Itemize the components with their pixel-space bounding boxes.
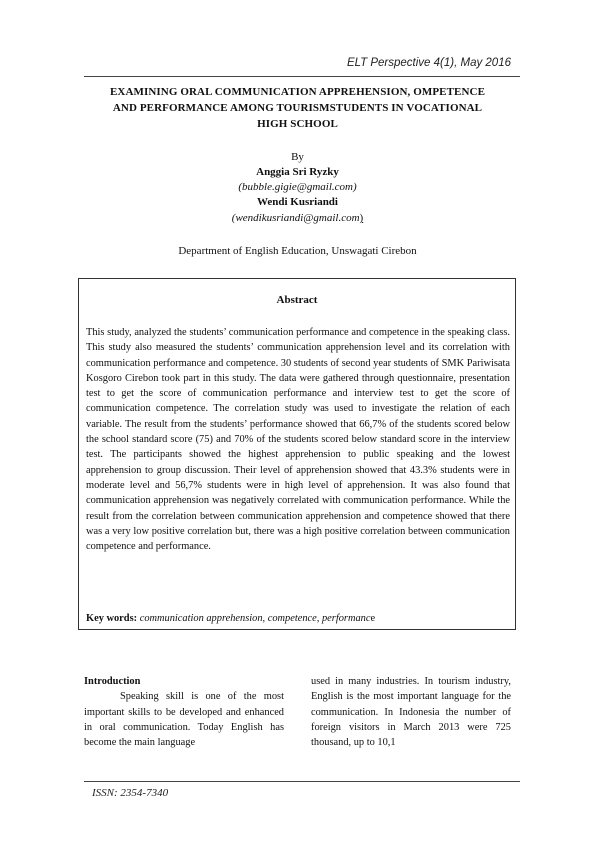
affiliation: Department of English Education, Unswagati Cirebon xyxy=(178,245,417,257)
title-line: EXAMINING ORAL COMMUNICATION APPREHENSION, OMPETENCE xyxy=(109,86,486,98)
introduction-heading: Introduction xyxy=(84,676,141,687)
byline-by: By xyxy=(291,151,304,163)
intro-right-text: used in many industries. In tourism industry, English is the most important language for the communication. In Indonesia the number of foreign visitors in March 2013 were 725 thousand, up to 10,1 xyxy=(311,676,511,749)
keywords-tail: e xyxy=(370,613,376,624)
keywords xyxy=(86,612,510,626)
author-email-text: (wendikusriandi@gmail.com xyxy=(231,212,360,224)
author-email-close: ) xyxy=(359,212,364,224)
abstract-heading: Abstract xyxy=(276,294,318,306)
author-email: (bubble.gigie@gmail.com) xyxy=(238,181,357,193)
header-rule xyxy=(84,76,520,77)
intro-left-text: Speaking skill is one of the most important skills to be developed and enhanced in oral communication. Today English has become the main language xyxy=(84,691,284,749)
keywords-text: communication apprehension, competence, performanc xyxy=(139,613,371,624)
footer-rule xyxy=(84,781,520,782)
author-name: Wendi Kusriandi xyxy=(256,196,338,208)
issn: ISSN: 2354-7340 xyxy=(92,787,169,799)
intro-left-column xyxy=(84,674,284,750)
paper-title xyxy=(84,84,511,132)
intro-right-column xyxy=(311,674,511,750)
abstract-box xyxy=(78,278,516,630)
author-name: Anggia Sri Ryzky xyxy=(256,166,339,178)
title-line: AND PERFORMANCE AMONG TOURISMSTUDENTS IN VOCATIONAL xyxy=(112,102,483,114)
author-email xyxy=(0,212,595,224)
abstract-body: This study, analyzed the students’ communication performance and competence in the speaking class. This study also measured the students’ communication apprehension level and its correlation with communication performance and competence. 30 students of second year students of SMK Pariwisata Kosgoro Cirebon took part in this study. The data were gathered through questionnaire, presentation test to get the score of communication performance and interview test to get the score of communication competence. The correlation study was used to investigate the relation of each variable. The result from the students’ performance showed that 66,7% of the students scored below the school standard score (75) and 70% of the students scored below standard score in the interview test. The participants showed the highest apprehension to public speaking and the lowest apprehension to group discussion. Their level of apprehension showed that 43.3% students were in moderate level and 56,7% students were in high level of apprehension. It was also found that communication apprehension was negatively correlated with communication performance. While the result from the correlation between communication apprehension and competence showed that there was a very low positive correlation but, there was a high positive correlation between communication competence and performance. xyxy=(86,327,510,553)
journal-header: ELT Perspective 4(1), May 2016 xyxy=(346,57,511,69)
keywords-label: Key words: xyxy=(86,613,138,624)
title-line: HIGH SCHOOL xyxy=(257,118,338,130)
